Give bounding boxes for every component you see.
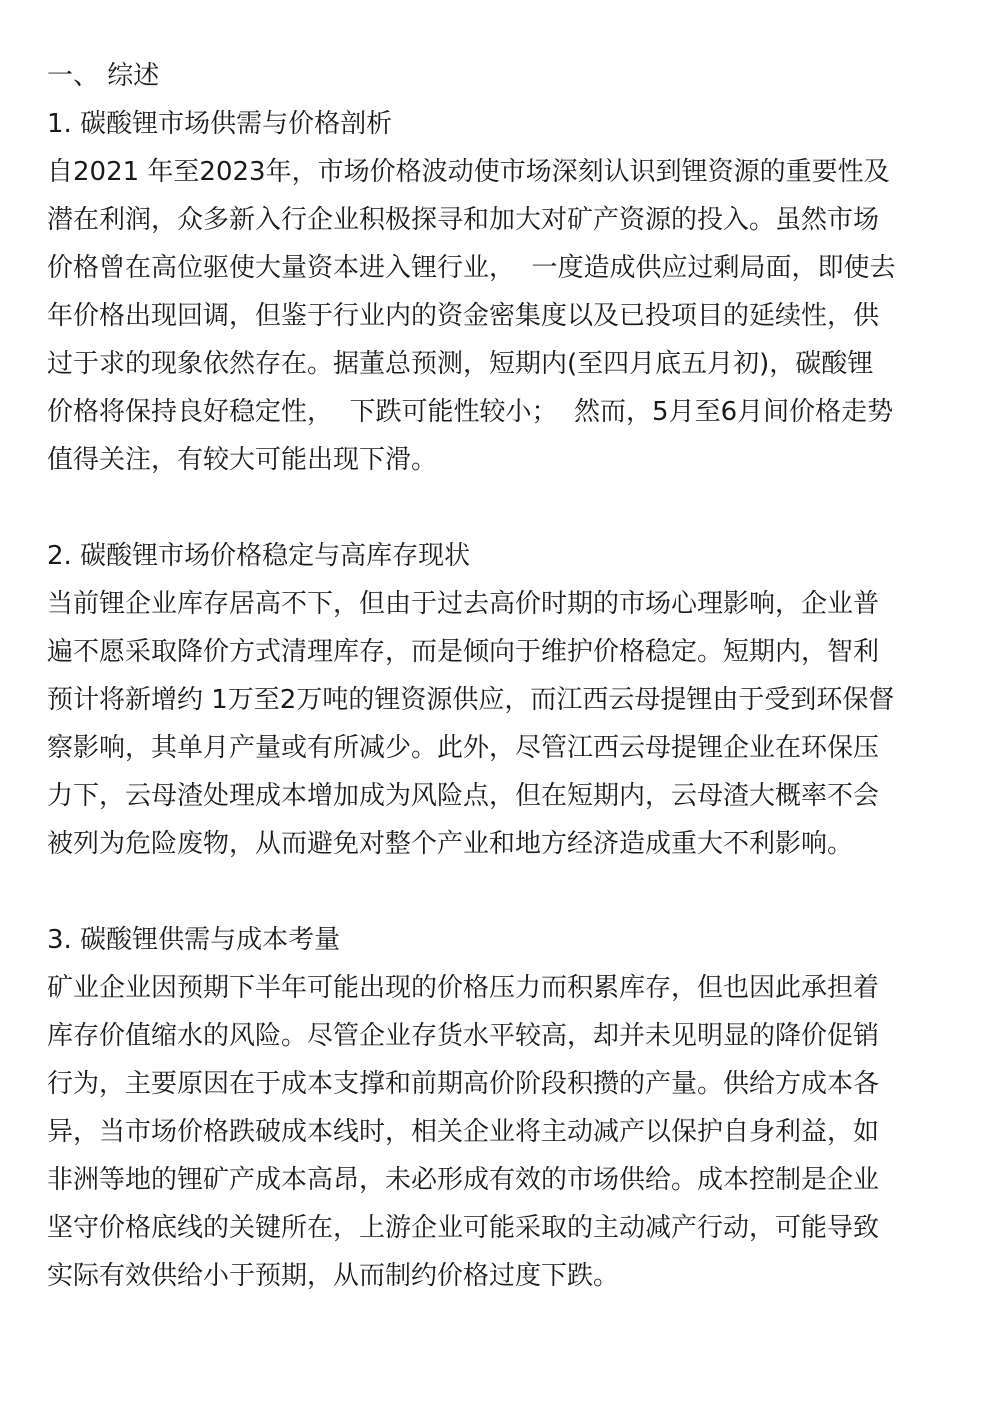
paragraph-line: 库存价值缩水的风险。尽管企业存货水平较高，却并未见明显的降价促销 <box>47 1021 880 1051</box>
paragraph-line: 过于求的现象依然存在。据董总预测，短期内(至四月底五月初)，碳酸锂 <box>47 349 874 379</box>
section-spacer <box>47 484 952 532</box>
paragraph-line: 年价格出现回调，但鉴于行业内的资金密集度以及已投项目的延续性，供 <box>47 301 880 331</box>
section-spacer <box>47 868 952 916</box>
section-1 <box>47 100 952 484</box>
paragraph-line: 非洲等地的锂矿产成本高昂，未必形成有效的市场供给。成本控制是企业 <box>47 1165 880 1195</box>
paragraph-line: 被列为危险废物，从而避免对整个产业和地方经济造成重大不利影响。 <box>47 829 854 859</box>
paragraph-line: 实际有效供给小于预期，从而制约价格过度下跌。 <box>47 1261 620 1291</box>
section-title: 1. 碳酸锂市场供需与价格剖析 <box>47 109 393 139</box>
overview-heading: 一、 综述 <box>47 61 160 91</box>
paragraph-line: 潜在利润，众多新入行企业积极探寻和加大对矿产资源的投入。虽然市场 <box>47 205 880 235</box>
section-title: 3. 碳酸锂供需与成本考量 <box>47 925 341 955</box>
section-3 <box>47 916 952 1300</box>
paragraph-line: 当前锂企业库存居高不下，但由于过去高价时期的市场心理影响，企业普 <box>47 589 880 619</box>
paragraph-line: 价格将保持良好稳定性， 下跌可能性较小； 然而，5月至6月间价格走势 <box>47 397 894 427</box>
paragraph-line: 矿业企业因预期下半年可能出现的价格压力而积累库存，但也因此承担着 <box>47 973 880 1003</box>
paragraph-line: 行为，主要原因在于成本支撑和前期高价阶段积攒的产量。供给方成本各 <box>47 1069 880 1099</box>
section-2 <box>47 532 952 868</box>
paragraph-line: 自2021 年至2023年，市场价格波动使市场深刻认识到锂资源的重要性及 <box>47 157 890 187</box>
paragraph-line: 价格曾在高位驱使大量资本进入锂行业， 一度造成供应过剩局面，即使去 <box>47 253 896 283</box>
section-title: 2. 碳酸锂市场价格稳定与高库存现状 <box>47 541 471 571</box>
paragraph-line: 预计将新增约 1万至2万吨的锂资源供应，而江西云母提锂由于受到环保督 <box>47 685 895 715</box>
paragraph-line: 力下，云母渣处理成本增加成为风险点，但在短期内，云母渣大概率不会 <box>47 781 880 811</box>
paragraph-line: 察影响，其单月产量或有所减少。此外，尽管江西云母提锂企业在环保压 <box>47 733 880 763</box>
paragraph-line: 异，当市场价格跌破成本线时，相关企业将主动减产以保护自身利益，如 <box>47 1117 880 1147</box>
paragraph-line: 值得关注，有较大可能出现下滑。 <box>47 445 438 475</box>
paragraph-line: 坚守价格底线的关键所在，上游企业可能采取的主动减产行动，可能导致 <box>47 1213 880 1243</box>
paragraph-line: 遍不愿采取降价方式清理库存，而是倾向于维护价格稳定。短期内，智利 <box>47 637 880 667</box>
